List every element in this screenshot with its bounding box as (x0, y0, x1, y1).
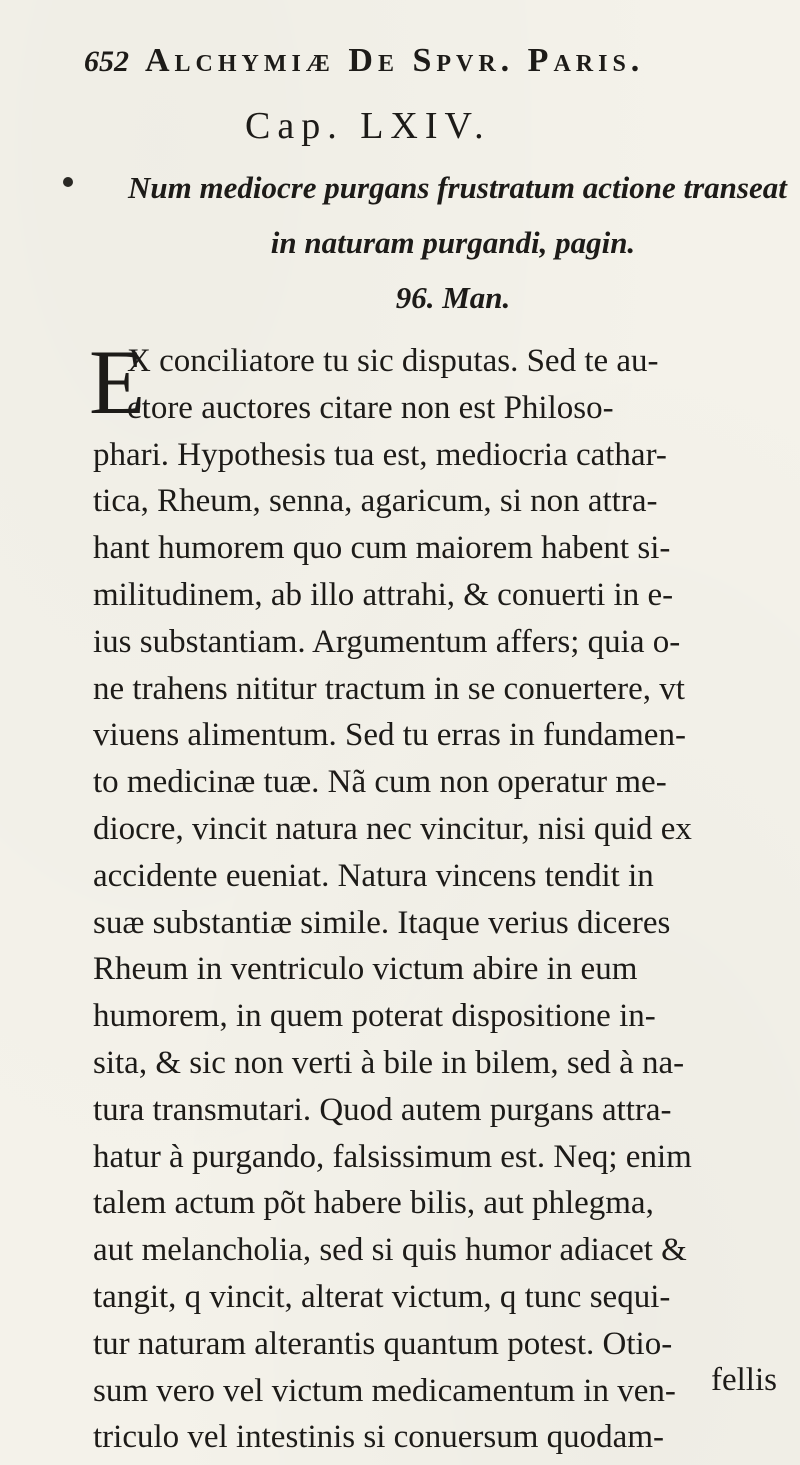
catchword: fellis (711, 1362, 777, 1398)
summary-bullet-icon (63, 177, 73, 187)
body-line: suæ substantiæ simile. Itaque verius diceres (93, 904, 671, 941)
body-line: diocre, vincit natura nec vincitur, nisi quid ex (93, 810, 692, 847)
body-line: phari. Hypothesis tua est, mediocria cathar- (93, 436, 667, 473)
body-line: sita, & sic non verti à bile in bilem, sed à na- (93, 1044, 685, 1081)
body-line: X conciliatore tu sic disputas. Sed te au- (127, 343, 659, 379)
page-number: 652 (84, 45, 129, 78)
body-line: talem actum põt habere bilis, aut phlegma, (93, 1185, 654, 1222)
summary-line: 96. Man. (395, 280, 511, 315)
body-line: humorem, in quem poterat dispositione in- (93, 998, 656, 1035)
body-line: hant humorem quo cum maiorem habent si- (93, 530, 671, 567)
summary-line: in naturam purgandi, pagin. (270, 225, 636, 260)
drop-initial: E (89, 331, 146, 433)
body-line: tura transmutari. Quod autem purgans attra- (93, 1091, 672, 1128)
running-head (84, 42, 784, 90)
body-line: tangit, q vincit, alterat victum, q tunc sequi- (93, 1278, 671, 1315)
body-line: triculo vel intestinis si conuersum quodam- (93, 1419, 664, 1456)
chapter-heading: Cap. LXIV. (245, 105, 491, 147)
body-line: tica, Rheum, senna, agaricum, si non attra- (93, 483, 658, 520)
summary-line: Num mediocre purgans frustratum actione transeat (128, 170, 787, 205)
body-line: militudinem, ab illo attrahi, & conuerti in e- (93, 576, 674, 613)
body-line: aut melancholia, sed si quis humor adiacet & (93, 1232, 687, 1269)
body-line: Rheum in ventriculo victum abire in eum (93, 951, 638, 988)
body-line: viuens alimentum. Sed tu erras in fundamen- (93, 717, 686, 754)
body-line: sum vero vel victum medicamentum in ven- (93, 1372, 676, 1409)
body-line: tur naturam alterantis quantum potest. Otio- (93, 1325, 673, 1362)
body-line: accidente eueniat. Natura vincens tendit in (93, 857, 654, 894)
body-line: ctore auctores citare non est Philoso- (127, 389, 614, 426)
chapter-summary (128, 160, 787, 325)
body-text (93, 338, 783, 1461)
body-line: to medicinæ tuæ. Nã cum non operatur me- (93, 764, 667, 801)
body-line: ne trahens nititur tractum in se conuertere, vt (93, 670, 685, 707)
body-line: ius substantiam. Argumentum affers; quia o- (93, 623, 681, 660)
running-title: Alchymiæ De Spvr. Paris. (145, 42, 645, 79)
body-line: hatur à purgando, falsissimum est. Neq; enim (93, 1138, 692, 1175)
